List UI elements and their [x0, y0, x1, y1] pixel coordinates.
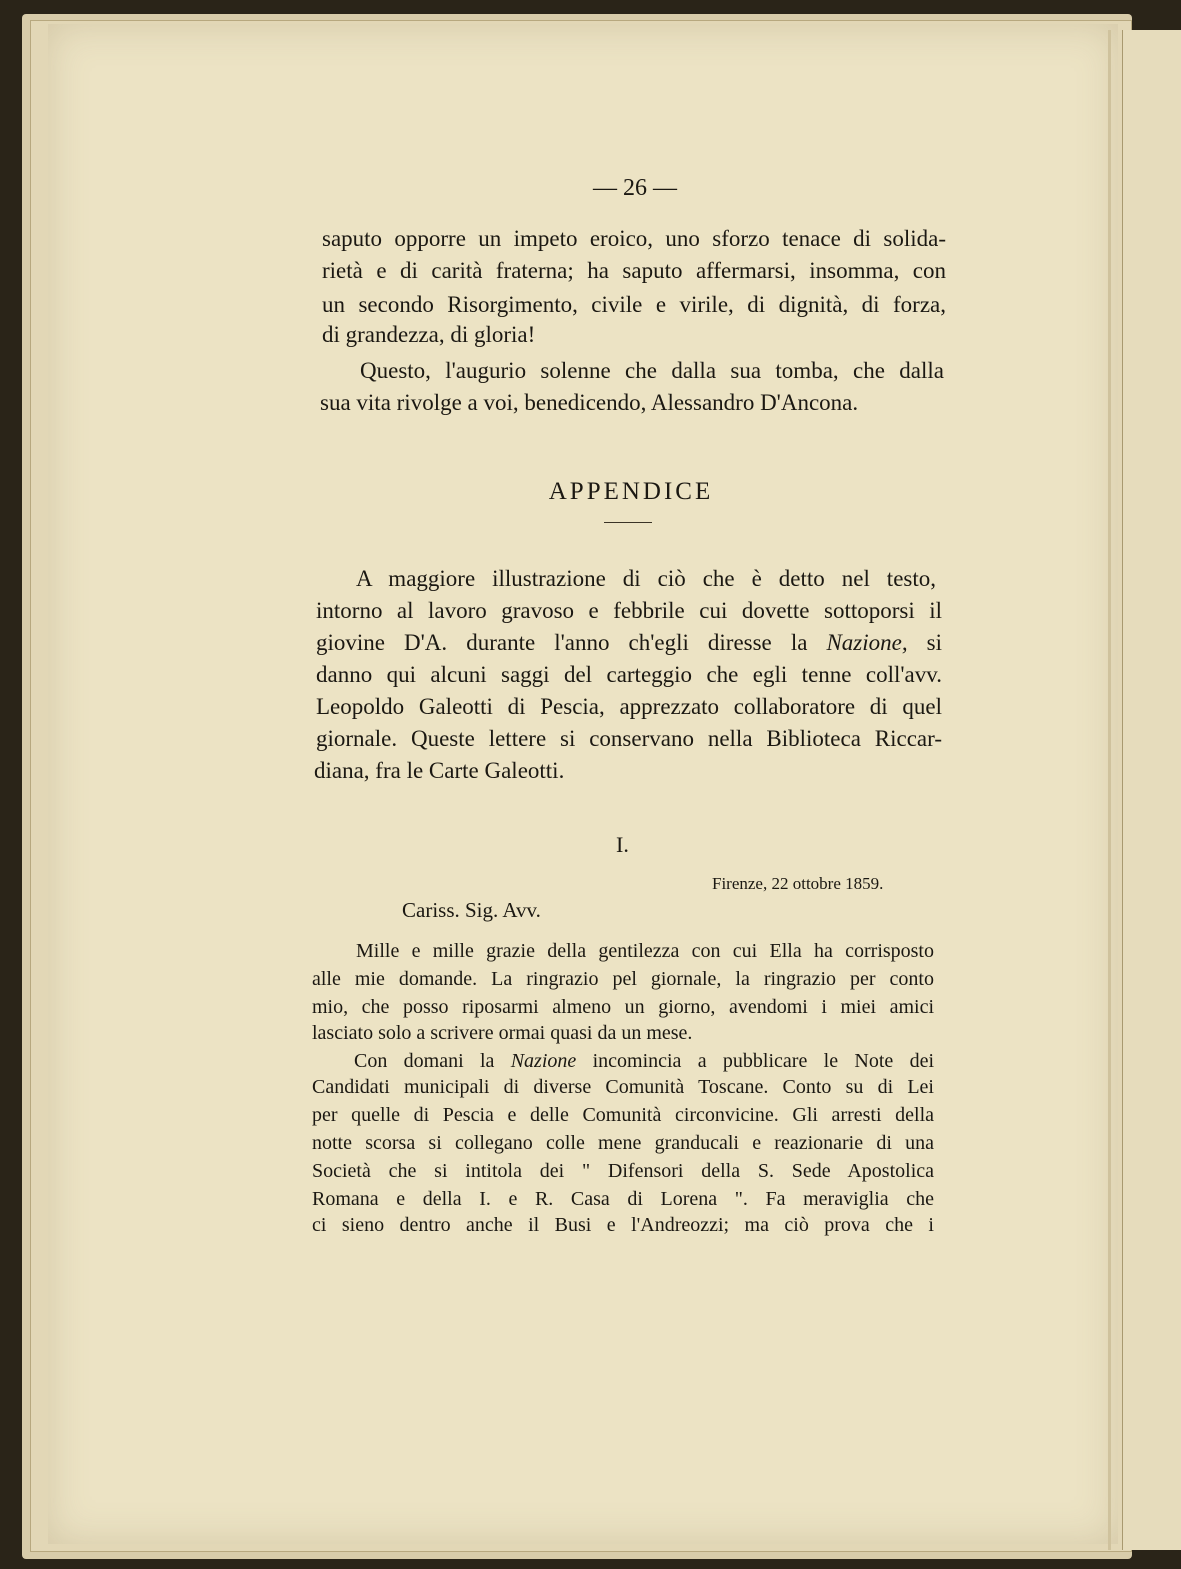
letter-number: I. [616, 832, 629, 857]
intro-line: danno qui alcuni saggi del carteggio che egli tenne coll'avv. [316, 662, 942, 687]
letter-line: per quelle di Pescia e delle Comunità circonvicine. Gli arresti della [312, 1104, 934, 1126]
letter-line: ci sieno dentro anche il Busi e l'Andreozzi; ma ciò prova che i [312, 1214, 934, 1236]
letter-line: Romana e della I. e R. Casa di Lorena ". Fa meraviglia che [312, 1188, 934, 1210]
intro-line: intorno al lavoro gravoso e febbrile cui dovette sottoporsi il [316, 598, 942, 623]
continuation-line: Questo, l'augurio solenne che dalla sua tomba, che dalla [360, 358, 944, 383]
facing-page-edge [1122, 30, 1181, 1550]
continuation-line: rietà e di carità fraterna; ha saputo affermarsi, insomma, con [322, 258, 946, 283]
newspaper-title: Nazione, [826, 630, 908, 655]
letter-line: Candidati municipali di diverse Comunità Toscane. Conto su di Lei [312, 1076, 934, 1098]
continuation-line: di grandezza, di gloria! [322, 322, 536, 347]
letter-salutation: Cariss. Sig. Avv. [402, 898, 541, 922]
letter-line: mio, che posso riposarmi almeno un giorno, avendomi i miei amici [312, 996, 934, 1018]
newspaper-title: Nazione [510, 1050, 577, 1072]
page-fold [1108, 30, 1111, 1550]
appendix-heading: APPENDICE [548, 478, 714, 505]
intro-line: Leopoldo Galeotti di Pescia, apprezzato collaboratore di quel [316, 694, 942, 719]
letter-line: Mille e mille grazie della gentilezza con cui Ella ha corrisposto [356, 940, 934, 962]
letter-date: Firenze, 22 ottobre 1859. [712, 874, 884, 893]
continuation-line: sua vita rivolge a voi, benedicendo, Alessandro D'Ancona. [320, 390, 859, 415]
page-number: — 26 — [593, 175, 677, 201]
letter-line: notte scorsa si collegano colle mene granducali e reazionarie di una [312, 1132, 934, 1154]
intro-line: giovine D'A. durante l'anno ch'egli diresse la Nazione, si [316, 630, 942, 655]
letter-line: lasciato solo a scrivere ormai quasi da un mese. [312, 1022, 693, 1044]
continuation-line: un secondo Risorgimento, civile e virile, di dignità, di forza, [322, 292, 946, 317]
continuation-line: saputo opporre un impeto eroico, uno sforzo tenace di solida- [322, 226, 946, 251]
intro-line: giornale. Queste lettere si conservano nella Biblioteca Riccar- [316, 726, 942, 751]
letter-line: Società che si intitola dei " Difensori della S. Sede Apostolica [312, 1160, 934, 1182]
letter-line: Con domani la Nazione incomincia a pubblicare le Note dei [354, 1050, 935, 1072]
book-page [48, 24, 1118, 1544]
intro-line: A maggiore illustrazione di ciò che è detto nel testo, [356, 566, 936, 591]
intro-line: diana, fra le Carte Galeotti. [314, 758, 565, 783]
heading-rule [604, 522, 652, 523]
letter-line: alle mie domande. La ringrazio pel giornale, la ringrazio per conto [312, 968, 934, 990]
